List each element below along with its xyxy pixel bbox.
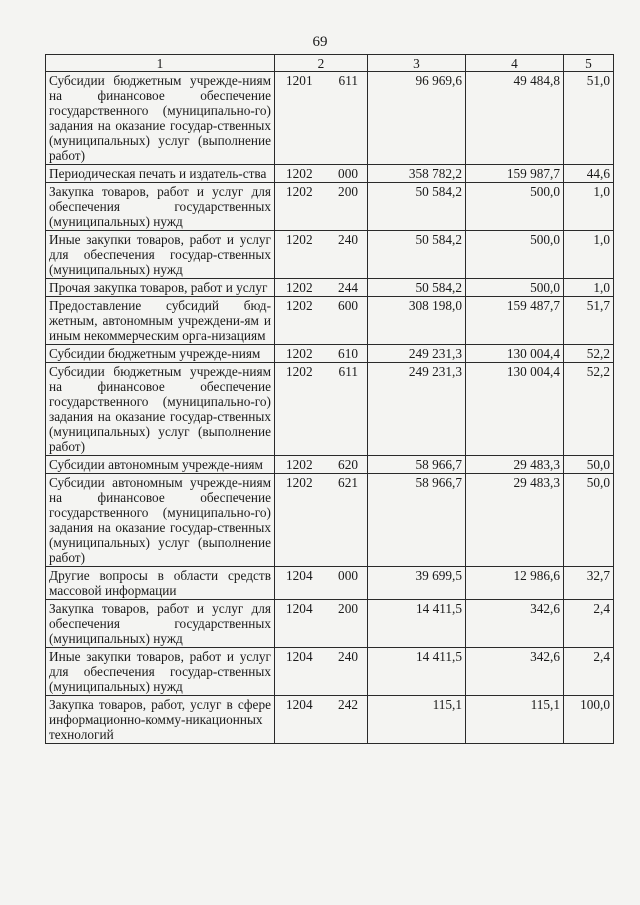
execution-percent: 32,7 (564, 567, 614, 600)
table-row (46, 183, 614, 231)
execution-percent: 52,2 (564, 363, 614, 456)
planned-amount: 14 411,5 (368, 600, 466, 648)
planned-amount: 249 231,3 (368, 345, 466, 363)
table-body (46, 72, 614, 744)
budget-code (275, 648, 368, 696)
column-header: 1 (46, 55, 275, 72)
expense-name: Иные закупки товаров, работ и услуг для обеспечения государ-ственных (муниципальных) нужд (46, 231, 275, 279)
budget-code (275, 474, 368, 567)
budget-code (275, 297, 368, 345)
table-row (46, 72, 614, 165)
budget-code (275, 696, 368, 744)
executed-amount: 500,0 (466, 183, 564, 231)
expense-name: Закупка товаров, работ и услуг для обеспечения государственных (муниципальных) нужд (46, 183, 275, 231)
executed-amount: 49 484,8 (466, 72, 564, 165)
expense-type-code: 611 (338, 364, 358, 379)
budget-code (275, 165, 368, 183)
executed-amount: 159 487,7 (466, 297, 564, 345)
execution-percent: 2,4 (564, 600, 614, 648)
execution-percent: 51,0 (564, 72, 614, 165)
execution-percent: 50,0 (564, 456, 614, 474)
expense-name: Закупка товаров, работ и услуг для обеспечения государственных (муниципальных) нужд (46, 600, 275, 648)
section-code: 1202 (286, 475, 313, 490)
expense-type-code: 000 (338, 166, 358, 181)
expense-name: Иные закупки товаров, работ и услуг для обеспечения государ-ственных (муниципальных) нужд (46, 648, 275, 696)
executed-amount: 130 004,4 (466, 363, 564, 456)
planned-amount: 249 231,3 (368, 363, 466, 456)
execution-percent: 1,0 (564, 279, 614, 297)
planned-amount: 58 966,7 (368, 456, 466, 474)
planned-amount: 50 584,2 (368, 279, 466, 297)
table-row (46, 474, 614, 567)
section-code: 1204 (286, 568, 313, 583)
budget-code (275, 279, 368, 297)
budget-code (275, 72, 368, 165)
planned-amount: 115,1 (368, 696, 466, 744)
table-row (46, 567, 614, 600)
section-code: 1202 (286, 298, 313, 313)
expense-type-code: 242 (338, 697, 358, 712)
planned-amount: 96 969,6 (368, 72, 466, 165)
executed-amount: 29 483,3 (466, 456, 564, 474)
budget-table (45, 54, 614, 744)
table-header-row (46, 55, 614, 72)
budget-code (275, 183, 368, 231)
expense-type-code: 200 (338, 184, 358, 199)
execution-percent: 1,0 (564, 231, 614, 279)
expense-type-code: 621 (338, 475, 358, 490)
expense-name: Субсидии бюджетным учрежде-ниям на финансовое обеспечение государственного (муниципально-го) задания на оказание государ-ственных (муниципальных) услуг (выполнение работ) (46, 363, 275, 456)
executed-amount: 130 004,4 (466, 345, 564, 363)
section-code: 1202 (286, 232, 313, 247)
section-code: 1202 (286, 184, 313, 199)
planned-amount: 14 411,5 (368, 648, 466, 696)
planned-amount: 58 966,7 (368, 474, 466, 567)
section-code: 1202 (286, 280, 313, 295)
planned-amount: 308 198,0 (368, 297, 466, 345)
executed-amount: 500,0 (466, 231, 564, 279)
execution-percent: 2,4 (564, 648, 614, 696)
executed-amount: 159 987,7 (466, 165, 564, 183)
page-number: 69 (312, 34, 328, 50)
column-header: 2 (275, 55, 368, 72)
column-header: 4 (466, 55, 564, 72)
expense-type-code: 200 (338, 601, 358, 616)
budget-code (275, 456, 368, 474)
expense-name: Закупка товаров, работ, услуг в сфере информационно-комму-никационных технологий (46, 696, 275, 744)
section-code: 1202 (286, 364, 313, 379)
executed-amount: 500,0 (466, 279, 564, 297)
execution-percent: 1,0 (564, 183, 614, 231)
budget-code (275, 567, 368, 600)
expense-type-code: 610 (338, 346, 358, 361)
table-row (46, 696, 614, 744)
table-row (46, 297, 614, 345)
table-row (46, 456, 614, 474)
expense-type-code: 240 (338, 649, 358, 664)
section-code: 1204 (286, 601, 313, 616)
table-row (46, 345, 614, 363)
executed-amount: 12 986,6 (466, 567, 564, 600)
expense-type-code: 000 (338, 568, 358, 583)
expense-name: Другие вопросы в области средств массовой информации (46, 567, 275, 600)
expense-name: Субсидии автономным учрежде-ниям на финансовое обеспечение государственного (муниципально-го) задания на оказание государ-ственных (муниципальных) услуг (выполнение работ) (46, 474, 275, 567)
column-header: 3 (368, 55, 466, 72)
expense-type-code: 611 (338, 73, 358, 88)
execution-percent: 100,0 (564, 696, 614, 744)
section-code: 1202 (286, 166, 313, 181)
executed-amount: 342,6 (466, 648, 564, 696)
table-row (46, 648, 614, 696)
section-code: 1202 (286, 457, 313, 472)
expense-name: Периодическая печать и издатель-ства (46, 165, 275, 183)
section-code: 1204 (286, 649, 313, 664)
budget-code (275, 231, 368, 279)
expense-type-code: 600 (338, 298, 358, 313)
execution-percent: 51,7 (564, 297, 614, 345)
expense-name: Предоставление субсидий бюд-жетным, автономным учреждени-ям и иным некоммерческим орга-низациям (46, 297, 275, 345)
planned-amount: 50 584,2 (368, 183, 466, 231)
section-code: 1204 (286, 697, 313, 712)
execution-percent: 44,6 (564, 165, 614, 183)
budget-code (275, 363, 368, 456)
planned-amount: 39 699,5 (368, 567, 466, 600)
expense-name: Прочая закупка товаров, работ и услуг (46, 279, 275, 297)
budget-code (275, 345, 368, 363)
expense-name: Субсидии бюджетным учрежде-ниям (46, 345, 275, 363)
execution-percent: 52,2 (564, 345, 614, 363)
executed-amount: 115,1 (466, 696, 564, 744)
column-header: 5 (564, 55, 614, 72)
executed-amount: 342,6 (466, 600, 564, 648)
table-row (46, 165, 614, 183)
planned-amount: 358 782,2 (368, 165, 466, 183)
expense-type-code: 244 (338, 280, 358, 295)
expense-name: Субсидии бюджетным учрежде-ниям на финансовое обеспечение государственного (муниципально-го) задания на оказание государ-ственных (муниципальных) услуг (выполнение работ) (46, 72, 275, 165)
expense-type-code: 240 (338, 232, 358, 247)
table-row (46, 363, 614, 456)
execution-percent: 50,0 (564, 474, 614, 567)
table-row (46, 231, 614, 279)
section-code: 1201 (286, 73, 313, 88)
table-row (46, 279, 614, 297)
expense-name: Субсидии автономным учрежде-ниям (46, 456, 275, 474)
budget-code (275, 600, 368, 648)
table-row (46, 600, 614, 648)
section-code: 1202 (286, 346, 313, 361)
executed-amount: 29 483,3 (466, 474, 564, 567)
planned-amount: 50 584,2 (368, 231, 466, 279)
expense-type-code: 620 (338, 457, 358, 472)
